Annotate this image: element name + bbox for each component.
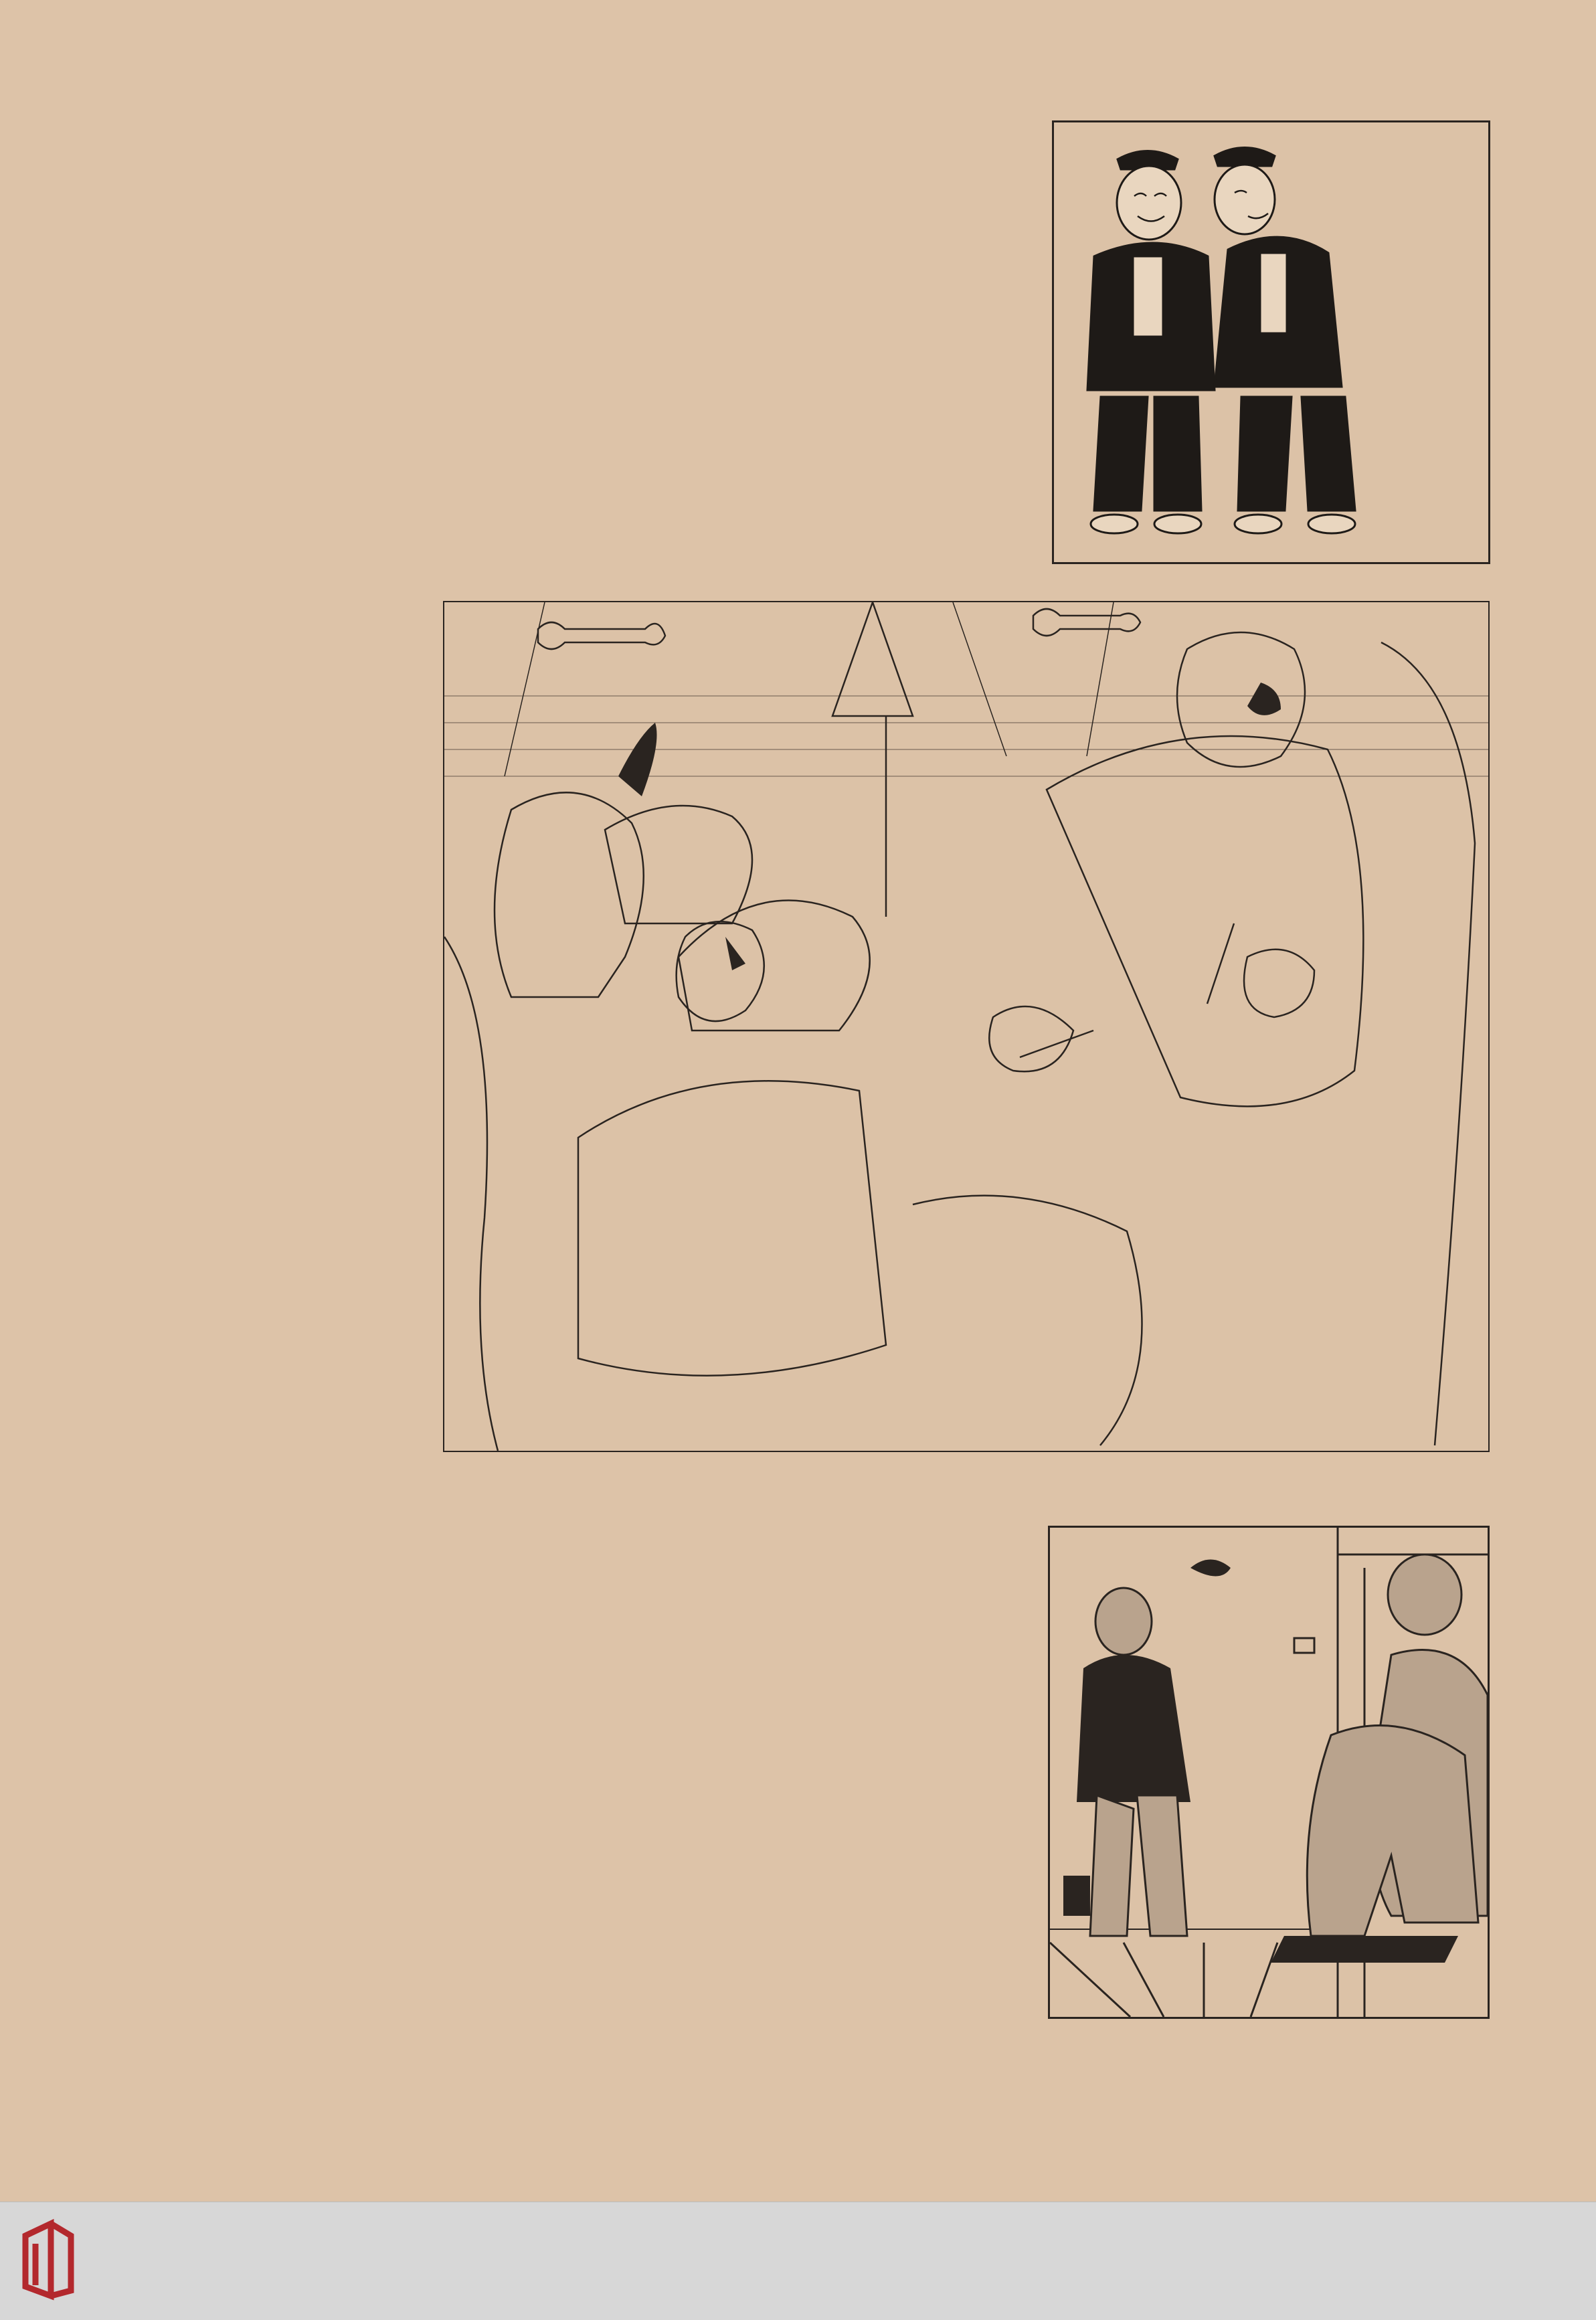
hair-tonic-illustration xyxy=(1050,1528,1488,2017)
knabe-cartoon xyxy=(1048,1526,1490,2019)
goldmann-cartoon xyxy=(443,601,1490,1452)
library-logo-icon xyxy=(19,2217,79,2305)
sailors-illustration xyxy=(1054,122,1488,562)
reiz-cartoon xyxy=(1052,120,1490,564)
armament-capital-illustration xyxy=(444,602,1488,1451)
digitization-footer xyxy=(0,2202,1596,2320)
